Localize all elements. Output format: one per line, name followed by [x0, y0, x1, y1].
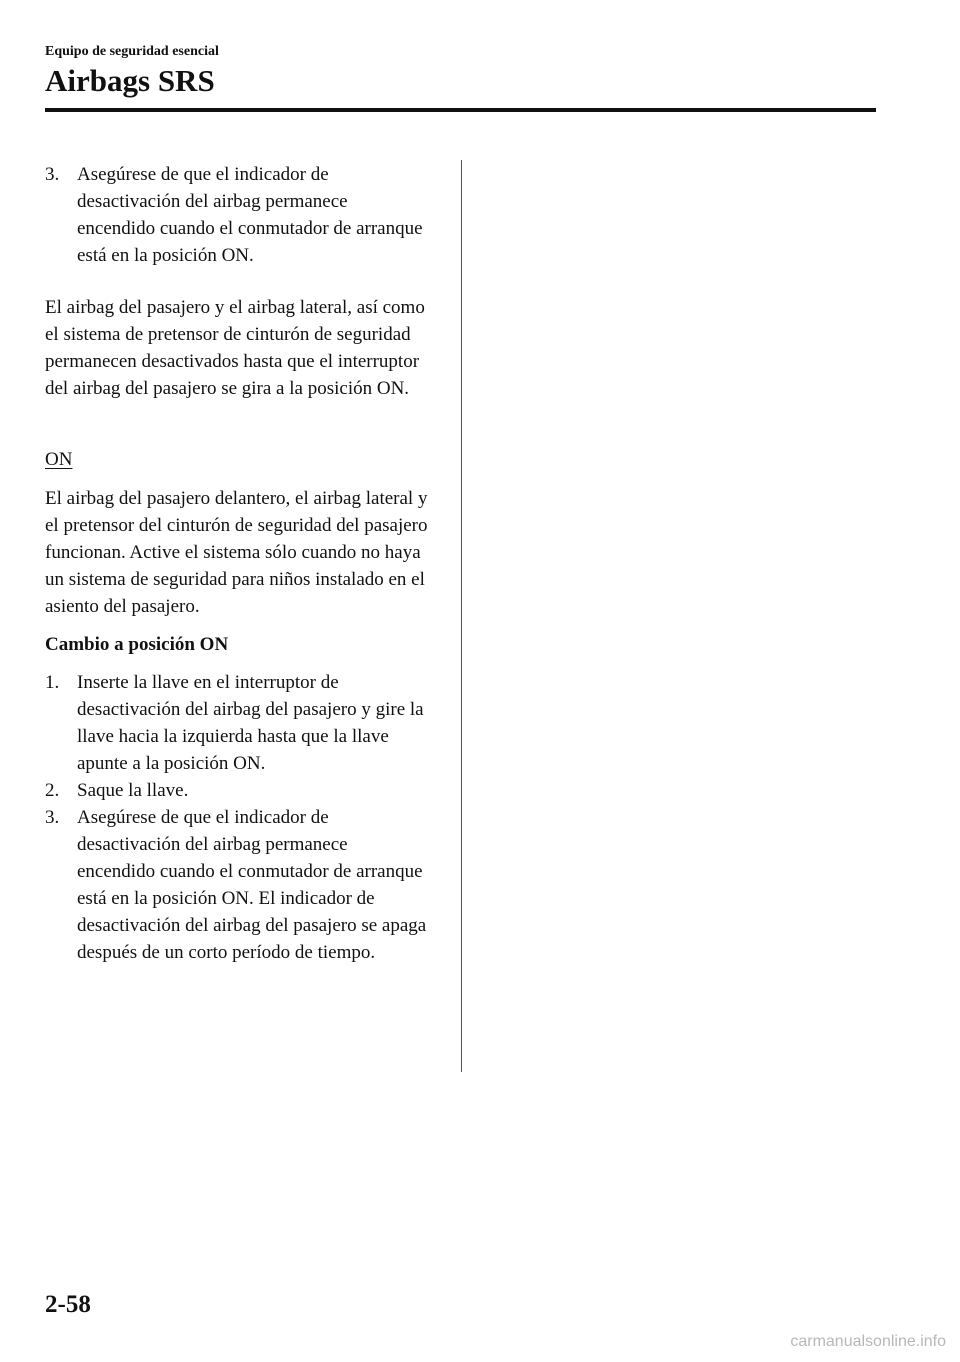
subheading: Cambio a posición ON — [45, 634, 229, 655]
header-rule — [45, 108, 876, 112]
paragraph-airbag-off: El airbag del pasajero y el airbag lateral, así como el sistema de pretensor de cinturón de seguridad permanecen desactivados hasta que el interruptor del airbag del pasajero se gira a la posición ON. — [45, 297, 425, 399]
step-text: Asegúrese de que el indicador de desactivación del airbag permanece encendido cuando el conmutador de arranque está en la posición ON. — [77, 164, 423, 266]
on-heading-text: ON — [45, 449, 73, 470]
page-number: 2-58 — [45, 1291, 91, 1318]
paragraph-airbag-on: El airbag del pasajero delantero, el airbag lateral y el pretensor del cinturón de seguridad del pasajero funcionan. Active el sistema sólo cuando no haya un sistema de seguridad para niños instalado en el asiento del pasajero. — [45, 488, 428, 617]
column-divider — [461, 160, 462, 1072]
step-text: Asegúrese de que el indicador de desactivación del airbag permanece encendido cuando el conmutador de arranque está en la posición ON. El indicador de desactivación del airbag del pasajero se apaga después de un corto período de tiempo. — [77, 807, 427, 963]
left-column — [45, 161, 430, 966]
step-item — [45, 804, 430, 966]
on-heading — [45, 446, 430, 473]
step-number: 1. — [45, 672, 60, 693]
page-title: Airbags SRS — [45, 63, 215, 98]
step-number: 2. — [45, 780, 60, 801]
step-number: 3. — [45, 807, 60, 828]
step-item — [45, 161, 430, 269]
step-item — [45, 669, 430, 777]
footer-watermark: carmanualsonline.info — [790, 1333, 946, 1350]
step-text: Saque la llave. — [77, 780, 189, 801]
step-item — [45, 777, 430, 804]
step-number: 3. — [45, 164, 60, 185]
step-text: Inserte la llave en el interruptor de desactivación del airbag del pasajero y gire la llave hacia la izquierda hasta que la llave apunte a la posición ON. — [77, 672, 424, 774]
section-label: Equipo de seguridad esencial — [45, 44, 219, 59]
